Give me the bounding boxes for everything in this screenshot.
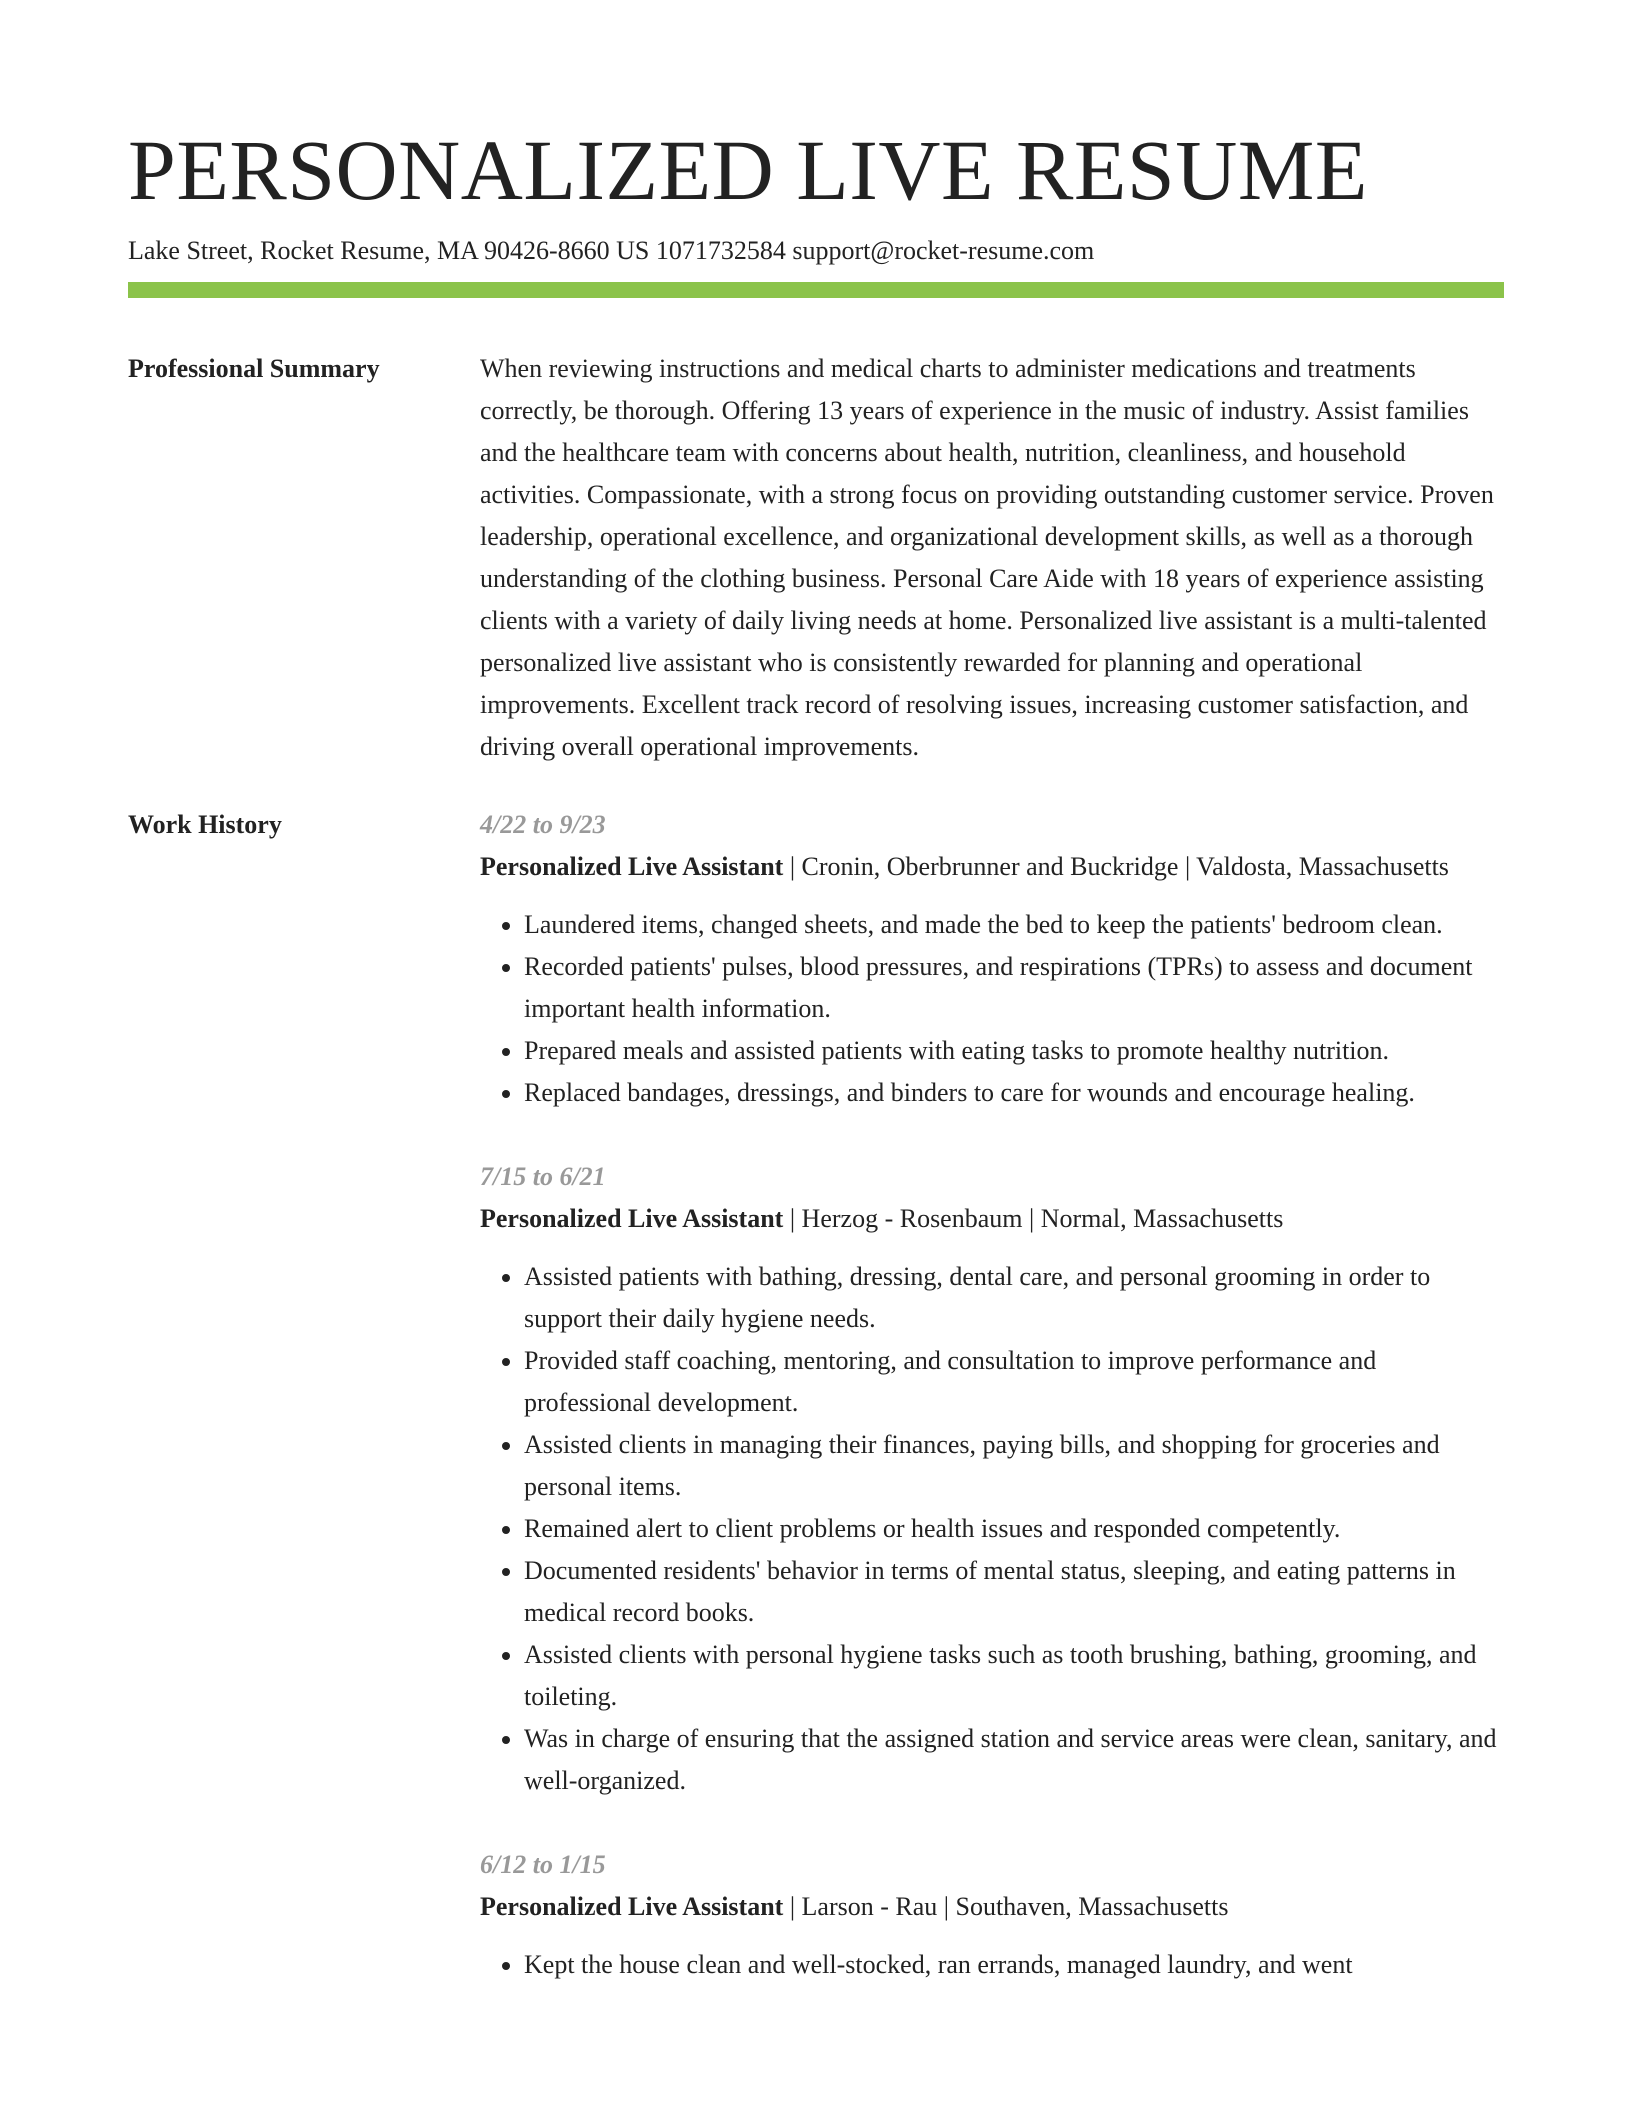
resume-page [128,0,1504,2028]
list-item: • Assisted clients with personal hygiene tasks such as tooth brushing, bathing, grooming, and toileting. [524,1634,1504,1718]
job-duties-list [480,904,1504,1114]
job-duties-list [480,1944,1504,1986]
job-employer-location: | Larson - Rau | Southaven, Massachusetts [783,1892,1229,1921]
work-history-body [480,804,1504,2028]
job-entry [480,1156,1504,1802]
section-heading: Professional Summary [128,354,380,383]
summary-section [128,348,1504,768]
summary-text: When reviewing instructions and medical charts to administer medications and treatments correctly, be thorough. Offering 13 years of experience in the music of industry. Assist families and the healthcare team with concerns about health, nutrition, cleanliness, and household activities. Compassionate, with a strong focus on providing outstanding customer service. Proven leadership, operational excellence, and organizational development skills, as well as a thorough understanding of the clothing business. Personal Care Aide with 18 years of experience assisting clients with a variety of daily living needs at home. Personalized live assistant is a multi-talented personalized live assistant who is consistently rewarded for planning and operational improvements. Excellent track record of resolving issues, increasing customer satisfaction, and driving overall operational improvements. [480,354,1494,761]
job-dates: 6/12 to 1/15 [480,1850,606,1879]
job-entry [480,804,1504,1114]
section-heading: Work History [128,810,282,839]
list-item: • Assisted clients in managing their finances, paying bills, and shopping for groceries and personal items. [524,1424,1504,1508]
summary-body [480,348,1504,768]
list-item: • Prepared meals and assisted patients with eating tasks to promote healthy nutrition. [524,1030,1504,1072]
job-heading-line [480,846,1504,888]
job-title: Personalized Live Assistant [480,1204,784,1233]
list-item: • Remained alert to client problems or health issues and responded competently. [524,1508,1504,1550]
list-item: • Kept the house clean and well-stocked, ran errands, managed laundry, and went [524,1944,1504,1986]
resume-name: PERSONALIZED LIVE RESUME [128,122,1368,218]
work-history-section [128,804,1504,2028]
job-heading-line [480,1198,1504,1240]
job-dates: 7/15 to 6/21 [480,1162,606,1191]
job-duties-list [480,1256,1504,1802]
list-item: • Provided staff coaching, mentoring, and consultation to improve performance and professional development. [524,1340,1504,1424]
header-divider [128,282,1504,298]
list-item: • Laundered items, changed sheets, and made the bed to keep the patients' bedroom clean. [524,904,1504,946]
contact-line: Lake Street, Rocket Resume, MA 90426-8660 US 1071732584 support@rocket-resume.com [128,236,1095,265]
list-item: • Assisted patients with bathing, dressing, dental care, and personal grooming in order to support their daily hygiene needs. [524,1256,1504,1340]
list-item: • Recorded patients' pulses, blood pressures, and respirations (TPRs) to assess and document important health information. [524,946,1504,1030]
job-dates: 4/22 to 9/23 [480,810,606,839]
job-title: Personalized Live Assistant [480,852,784,881]
list-item: • Documented residents' behavior in terms of mental status, sleeping, and eating patterns in medical record books. [524,1550,1504,1634]
list-item: • Was in charge of ensuring that the assigned station and service areas were clean, sanitary, and well-organized. [524,1718,1504,1802]
job-heading-line [480,1886,1504,1928]
job-title: Personalized Live Assistant [480,1892,784,1921]
job-entry [480,1844,1504,1986]
job-employer-location: | Cronin, Oberbrunner and Buckridge | Valdosta, Massachusetts [783,852,1449,881]
job-employer-location: | Herzog - Rosenbaum | Normal, Massachusetts [783,1204,1284,1233]
list-item: • Replaced bandages, dressings, and binders to care for wounds and encourage healing. [524,1072,1504,1114]
